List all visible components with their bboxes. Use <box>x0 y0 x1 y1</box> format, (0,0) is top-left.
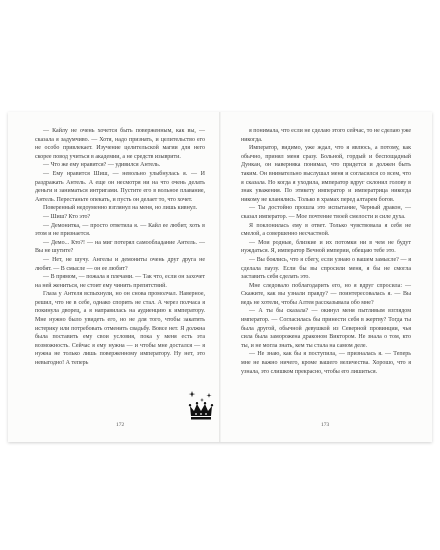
right-paragraph: — Ты достойно прошла это испытание, Черный дракон, — сказал император. — Мое почтение твоей смелости и силе духа. <box>241 205 411 220</box>
left-paragraph: — Демо... Кто?! — на миг потерял самообладание Антель. — Вы не шутите? <box>35 239 205 255</box>
crown-with-stars-icon <box>186 389 216 421</box>
right-page-number: 173 <box>321 422 330 428</box>
right-paragraph: Мне следовало поблагодарить его, но я вдруг спросила: — Скажите, как вы узнали правду? — поинтересовалась я. — Вы ведь не хотели, чтобы Алтея рассказывала обо мне? <box>241 282 411 306</box>
left-paragraph: — Ему нравится Шиш, — невольно улыбнулась я. — И раздражать Антель. А еще он несмотря ни на что очень делать деньги и заниматься интригами. Пустите его в вольное плавание, Антель. Перестаньте опекать, и пусть он делает то, что хочет. <box>35 170 205 203</box>
left-paragraph: — Нет, не шучу. Ангелы и демониты очень друг друга не любят. — В смысле — он ее любит? <box>35 256 205 272</box>
left-paragraph: — В прямом, — пожала я плечами. — Так что, если он захочет на ней жениться, не стоит ему чинить препятствий. <box>35 274 205 289</box>
left-page-text <box>35 127 205 368</box>
left-paragraph: — Что же ему нравится? — удивился Антель. <box>43 162 161 169</box>
left-paragraph: — Кайлу не очень хочется быть поверженным, как вы, — сказала я задумчиво. — Хотя, надо признать, и целительство его не особо привлекает. Изучение целительской магии для него скорее повод учиться в академии, а не средств изыврити. <box>35 128 205 160</box>
open-book-spread <box>8 112 432 442</box>
left-paragraph: — Демонитка, — просто ответила я. — Кайл ее любит, хоть в этом и не признается. <box>35 222 205 238</box>
right-page <box>221 112 432 442</box>
right-page-text <box>241 127 411 376</box>
right-paragraph: — Вы боялись, что я сбегу, если узнаю о вашем замысле? — я сделала паузу. Если бы вы спросили меня, я бы не смогла заставить себя сделать это. <box>241 256 411 281</box>
right-paragraph: — Мои родные, близкие и их потомки ни в чем не будут нуждаться. Я, император Вечной империи, обещаю тебе это. <box>241 239 411 255</box>
left-paragraph: — Шиш? Кто это? <box>43 213 91 220</box>
right-paragraph: — Не знаю, как бы я поступила, — призналась я. — Теперь мне не важно ничего, кроме вашего величества. Хорошо, что я узнала, это слишком прекрасно, чтобы его лишиться. <box>241 351 411 375</box>
right-paragraph: я понимала, что если не сделаю этого сейчас, то не сделаю уже никогда. <box>241 128 411 143</box>
left-paragraph: Глаза у Антеля вспыхнули, но он снова промолчал. Наверное, решил, что не в себе, однако спорить не стал. А через полчаса я покинула дворец, а я направилась на аудиенцию к императору. Мне нужно было увидеть его, но не для того, чтобы закатить истерику или потребовать отменить свадьбу. Вовсе нет. Я должна была поставить ему свои условия, пока у меня есть эта возможность. Сейчас я ему нужна — и чтобы мне достался — я нужна не только лишь поверженному императору. Ну нет, это невыгодно! А теперь <box>35 291 205 367</box>
left-paragraph: Поверенный недоуменно взглянул на меня, но лишь кивнул. <box>43 205 198 212</box>
right-paragraph: Император, видимо, уже ждал, что я явлюсь, а потому, как обычно, принял меня сразу. Больной, гордый и беспощадный Дункан, он наверняка понимал, что придется и должен быть таким. Он внимательно выслушал меня и согласился со всем, что я сказала. Но когда я уходила, император вдруг склонил голову в знак уважения. По этикету император и императрица никогда никому не кланялись. Только в храмах перед алтарем богов. <box>241 145 411 203</box>
left-page-number: 172 <box>116 422 125 428</box>
right-paragraph: Я поклонилась ему в ответ. Только чувствовала я себя не смелой, а совершенно несчастной. <box>241 222 411 238</box>
right-paragraph: — А ты бы сказала? — окинул меня пытливым взглядом император. — Согласилась бы принести себя в жертву? Тогда ты была другой, обычной девушкой из Северной провинции, чья сила была заморожена драконом Виктором. Не знала о том, кто ты, и не могла знать, кем ты стала на самом деле. <box>241 308 411 349</box>
